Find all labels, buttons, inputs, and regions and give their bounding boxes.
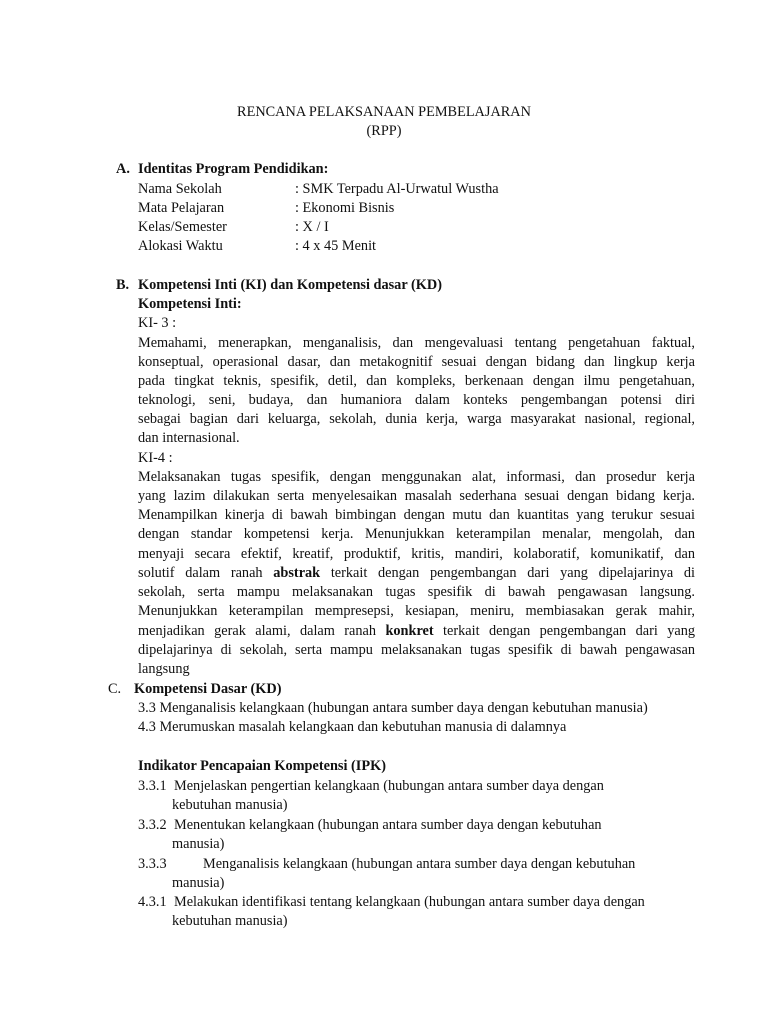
section-c-marker: C. <box>108 681 122 697</box>
konkret-emphasis: konkret <box>385 623 434 639</box>
abstrak-emphasis: abstrak <box>273 565 321 581</box>
ki3-text-line: konseptual, operasional dasar, dan metakognitif sesuai dengan bidang dan lingkup kerja <box>138 354 695 370</box>
ipk-item-number: 3.3.2 <box>138 817 167 833</box>
ipk-item-text: manusia) <box>172 836 225 852</box>
ipk-item-text: Melakukan identifikasi tentang kelangkaan (hubungan antara sumber daya dengan <box>174 894 645 910</box>
ki4-text-line: menyaji secara efektif, kreatif, produktif, kritis, mandiri, kolaboratif, komunikatif, dan <box>138 546 695 562</box>
ki3-text-line: dan internasional. <box>138 430 240 446</box>
kompetensi-inti-heading: Kompetensi Inti: <box>138 296 242 312</box>
field-label: Nama Sekolah <box>138 181 222 197</box>
ki4-text-line: langsung <box>138 661 190 677</box>
field-label: Kelas/Semester <box>138 219 227 235</box>
ipk-item-text: kebutuhan manusia) <box>172 913 288 929</box>
ipk-item-text: manusia) <box>172 875 225 891</box>
field-value: : X / I <box>295 219 329 235</box>
ipk-item-number: 3.3.3 <box>138 856 167 872</box>
ki4-text-line: sekolah, serta mampu melaksanakan tugas spesifik di bawah pengawasan langsung. <box>138 584 695 600</box>
ipk-item-text: Menjelaskan pengertian kelangkaan (hubungan antara sumber daya dengan <box>174 778 604 794</box>
section-b-heading: Kompetensi Inti (KI) dan Kompetensi dasar (KD) <box>138 277 442 293</box>
ki4-text-line: Melaksanakan tugas spesifik, dengan menggunakan alat, informasi, dan prosedur kerja <box>138 469 695 485</box>
field-label: Alokasi Waktu <box>138 238 223 254</box>
ki4-label: KI-4 : <box>138 450 173 466</box>
ki4-text-line: Menunjukkan keterampilan mempresepsi, kesiapan, meniru, membiasakan gerak mahir, <box>138 603 695 619</box>
field-value: : 4 x 45 Menit <box>295 238 377 254</box>
ki3-label: KI- 3 : <box>138 315 177 331</box>
ki4-text-line: dengan standar kompetensi kerja. Menunjukkan keterampilan menalar, mengolah, dan <box>138 526 695 542</box>
ki4-text-line: Menampilkan kinerja di bawah bimbingan dengan mutu dan kuantitas yang terukur sesuai <box>138 507 695 523</box>
kd-item: 4.3 Merumuskan masalah kelangkaan dan kebutuhan manusia di dalamnya <box>138 719 567 735</box>
section-a-heading: Identitas Program Pendidikan: <box>138 161 329 177</box>
ki3-text-line: teknologi, seni, budaya, dan humaniora dalam konteks pengembangan potensi diri <box>138 392 695 408</box>
ipk-item-number: 3.3.1 <box>138 778 167 794</box>
ki4-text-line: solutif dalam ranah abstrak terkait dengan pengembangan dari yang dipelajarinya di <box>138 565 695 581</box>
ipk-item-text: kebutuhan manusia) <box>172 797 288 813</box>
document-subtitle: (RPP) <box>366 123 402 139</box>
document-title: RENCANA PELAKSANAAN PEMBELAJARAN <box>237 104 531 120</box>
ipk-heading: Indikator Pencapaian Kompetensi (IPK) <box>138 758 386 774</box>
ipk-item-text: Menentukan kelangkaan (hubungan antara sumber daya dengan kebutuhan <box>174 817 602 833</box>
ki4-text-line: yang lazim dilakukan serta menyelesaikan masalah sederhana sesuai dengan bidang kerja. <box>138 488 695 504</box>
ipk-item-number: 4.3.1 <box>138 894 167 910</box>
section-a-marker: A. <box>116 161 130 177</box>
field-label: Mata Pelajaran <box>138 200 225 216</box>
ki4-text-line: dipelajarinya di sekolah, serta mampu melaksanakan tugas spesifik di bawah pengawasan <box>138 642 695 658</box>
ki4-text-line: menjadikan gerak alami, dalam ranah konkret terkait dengan pengembangan dari yang <box>138 623 696 639</box>
ipk-item-text: Menganalisis kelangkaan (hubungan antara sumber daya dengan kebutuhan <box>203 856 636 872</box>
section-b-marker: B. <box>116 277 130 293</box>
field-value: : SMK Terpadu Al-Urwatul Wustha <box>295 181 499 197</box>
ki3-text-line: pada tingkat teknis, spesifik, detil, dan kompleks, berkenaan dengan ilmu pengetahuan, <box>138 373 695 389</box>
section-c-heading: Kompetensi Dasar (KD) <box>134 681 282 697</box>
field-value: : Ekonomi Bisnis <box>295 200 395 216</box>
ki3-text-line: Memahami, menerapkan, menganalisis, dan mengevaluasi tentang pengetahuan faktual, <box>138 335 695 351</box>
ki3-text-line: sebagai bagian dari keluarga, sekolah, dunia kerja, warga masyarakat nasional, regional, <box>138 411 695 427</box>
kd-item: 3.3 Menganalisis kelangkaan (hubungan antara sumber daya dengan kebutuhan manusia) <box>138 700 648 716</box>
